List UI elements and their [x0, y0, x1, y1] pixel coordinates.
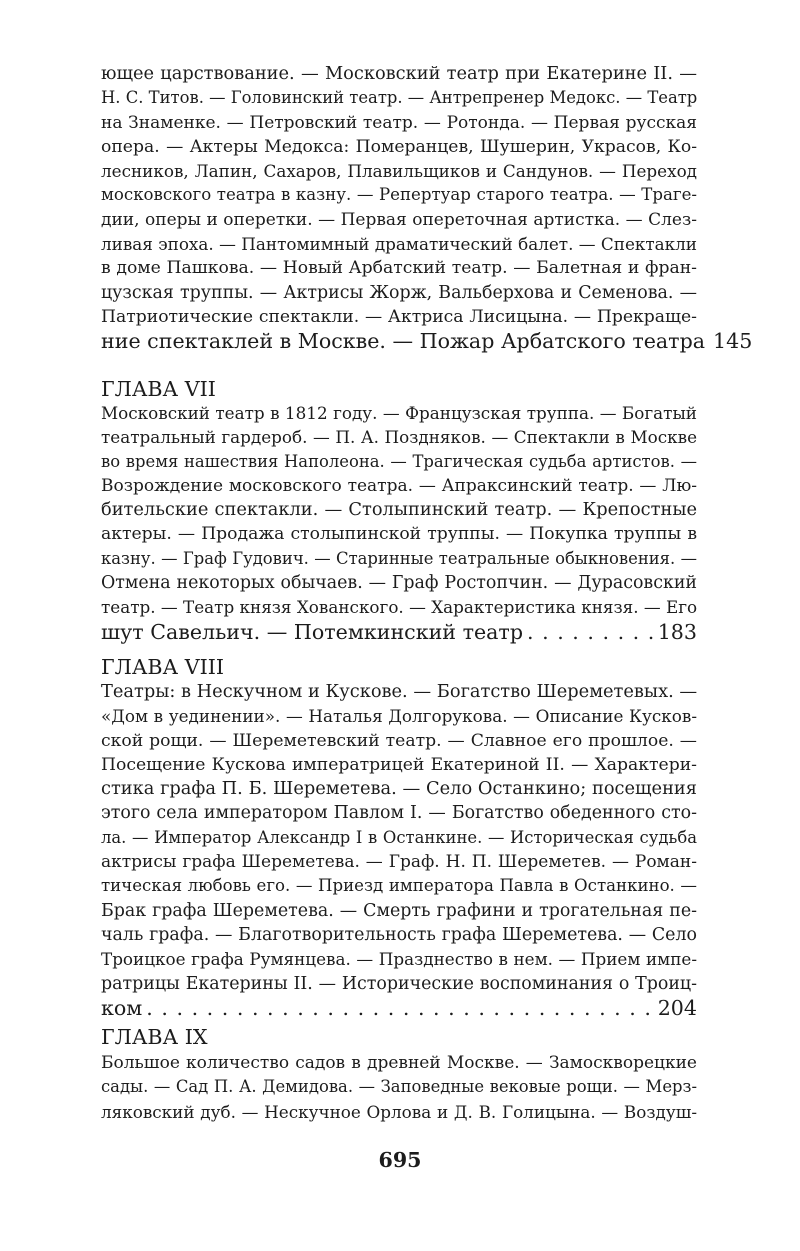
- text-line: чаль графа. — Благотворительность графа Шереметева. — Село: [101, 924, 697, 945]
- text-line: Московский театр в 1812 году. — Французская труппа. — Богатый: [101, 403, 697, 423]
- text-line: ла. — Император Александр I в Останкине. — Историческая судьба: [101, 827, 697, 847]
- text-line: Брак графа Шереметева. — Смерть графини и трогательная пе-: [101, 900, 697, 921]
- text-line: Н. С. Титов. — Головинский театр. — Антрепренер Медокс. — Театр: [101, 88, 698, 108]
- text-line: Отмена некоторых обычаев. — Граф Ростопчин. — Дурасовский: [101, 573, 697, 594]
- text-line: ние спектаклей в Москве. — Пожар Арбатского театра: [101, 329, 706, 354]
- toc-entry-chapter-viii: [101, 680, 697, 1020]
- text-line: дии, оперы и оперетки. — Первая опереточная артистка. — Слез-: [101, 209, 697, 230]
- text-line: ратрицы Екатерины II. — Исторические воспоминания о Троиц-: [101, 973, 697, 994]
- dot-leader: [146, 996, 653, 1020]
- toc-entry-chapter-ix: [101, 1051, 697, 1124]
- chapter-heading: ГЛАВА IX: [101, 1025, 208, 1049]
- toc-entry-chapter-vii: [101, 401, 697, 644]
- text-line: тическая любовь его. — Приезд императора Павла в Останкино. —: [101, 876, 697, 896]
- chapter-heading: ГЛАВА VII: [101, 377, 216, 401]
- text-line: театральный гардероб. — П. А. Поздняков. — Спектакли в Москве: [101, 427, 697, 448]
- text-line: Посещение Кускова императрицей Екатериной II. — Характери-: [101, 754, 697, 775]
- text-line: казну. — Граф Гудович. — Старинные театральные обыкновения. —: [101, 548, 697, 568]
- text-line: сады. — Сад П. А. Демидова. — Заповедные вековые рощи. — Мерз-: [101, 1077, 697, 1097]
- text-line: на Знаменке. — Петровский театр. — Ротонда. — Первая русская: [101, 112, 697, 133]
- page-number: 145: [713, 329, 753, 354]
- text-line: театр. — Театр князя Хованского. — Характеристика князя. — Его: [101, 597, 698, 618]
- page-folio-number: 695: [378, 1148, 422, 1172]
- text-line: московского театра в казну. — Репертуар старого театра. — Траге-: [101, 185, 697, 205]
- text-line: Возрождение московского театра. — Апраксинский театр. — Лю-: [101, 475, 697, 496]
- text-line: во время нашествия Наполеона. — Трагическая судьба артистов. —: [101, 451, 697, 471]
- text-line: ляковский дуб. — Нескучное Орлова и Д. В. Голицына. — Воздуш-: [101, 1101, 697, 1122]
- text-line: Театры: в Нескучном и Кускове. — Богатство Шереметевых. —: [101, 681, 698, 702]
- text-line: ской рощи. — Шереметевский театр. — Славное его прошлое. —: [101, 730, 697, 751]
- chapter-heading: ГЛАВА VIII: [101, 655, 224, 679]
- text-line: лесников, Лапин, Сахаров, Плавильщиков и Сандунов. — Переход: [101, 161, 697, 182]
- page-number: 183: [657, 619, 697, 644]
- text-line: стика графа П. Б. Шереметева. — Село Останкино; посещения: [101, 778, 697, 800]
- text-line: Троицкое графа Румянцева. — Празднество в нем. — Прием импе-: [101, 949, 697, 970]
- text-line: опера. — Актеры Медокса: Померанцев, Шушерин, Украсов, Ко-: [101, 136, 697, 157]
- text-line: ливая эпоха. — Пантомимный драматический балет. — Спектакли: [101, 234, 697, 255]
- page-number: 204: [657, 995, 697, 1020]
- text-line: Большое количество садов в древней Москве. — Замоскворецкие: [101, 1053, 697, 1073]
- text-line: ющее царствование. — Московский театр при Екатерине II. —: [101, 63, 697, 84]
- text-line: шут Савельич. — Потемкинский театр: [101, 619, 524, 644]
- text-line: Патриотические спектакли. — Актриса Лисицына. — Прекраще-: [101, 306, 697, 327]
- text-line: в доме Пашкова. — Новый Арбатский театр. — Балетная и фран-: [101, 258, 697, 279]
- toc-leader-line: [101, 329, 753, 354]
- text-line: бительские спектакли. — Столыпинский театр. — Крепостные: [101, 499, 697, 521]
- toc-entry-chapter-vi-continued: [101, 62, 753, 354]
- toc-leader-line: [101, 620, 697, 644]
- text-line: этого села императором Павлом I. — Богатство обеденного сто-: [101, 803, 697, 824]
- toc-leader-line: [101, 996, 697, 1020]
- dot-leader: [527, 620, 654, 644]
- text-line: актеры. — Продажа столыпинской труппы. — Покупка труппы в: [101, 524, 697, 545]
- text-line: ком: [101, 995, 143, 1020]
- text-line: цузская труппы. — Актрисы Жорж, Вальберхова и Семенова. —: [101, 282, 697, 303]
- text-line: актрисы графа Шереметева. — Граф. Н. П. Шереметев. — Роман-: [101, 852, 697, 873]
- text-line: «Дом в уединении». — Наталья Долгорукова. — Описание Кусков-: [101, 706, 697, 727]
